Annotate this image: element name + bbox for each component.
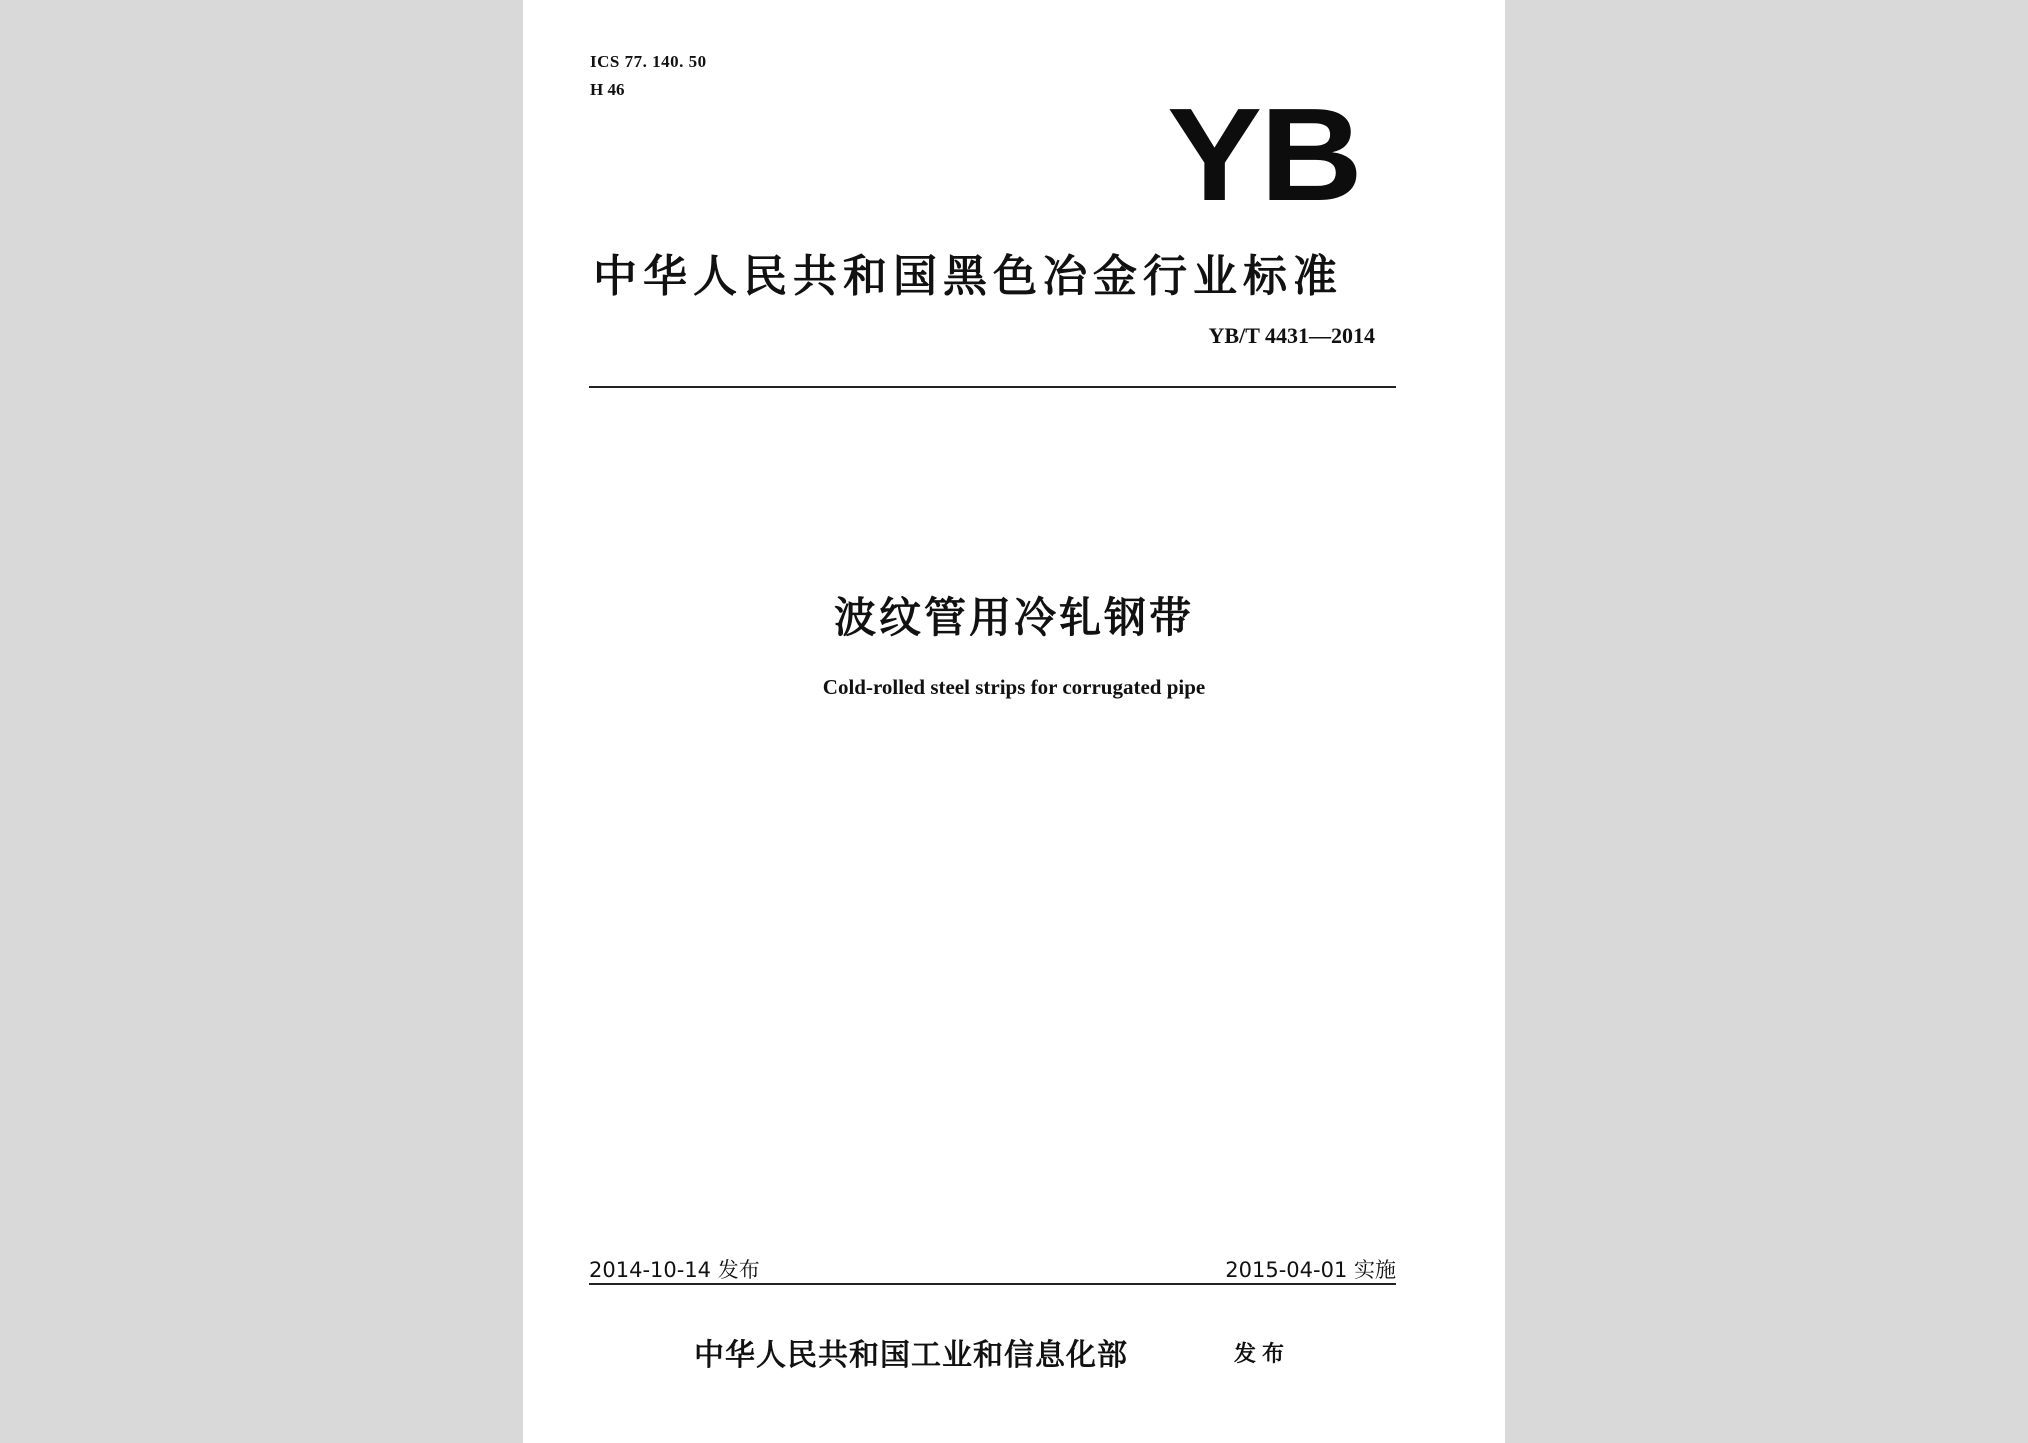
- bottom-divider: [589, 1283, 1396, 1285]
- top-divider: [589, 386, 1396, 388]
- standard-number: YB/T 4431—2014: [1208, 323, 1375, 348]
- document-title-cn: 波纹管用冷轧钢带: [833, 593, 1194, 642]
- yb-logo: YB: [1167, 81, 1361, 228]
- document-page: [523, 0, 1505, 1443]
- publish-label: 发布: [1234, 1341, 1291, 1367]
- issue-date: 2014-10-14 发布: [589, 1258, 760, 1282]
- ics-code: ICS 77. 140. 50: [590, 52, 707, 71]
- classification-code: H 46: [590, 80, 625, 99]
- document-title-en: Cold-rolled steel strips for corrugated pipe: [822, 675, 1206, 699]
- implementation-date: 2015-04-01 实施: [1225, 1258, 1396, 1282]
- publisher-name: 中华人民共和国工业和信息化部: [694, 1338, 1128, 1373]
- standard-issuer-title: 中华人民共和国黑色冶金行业标准: [593, 251, 1343, 302]
